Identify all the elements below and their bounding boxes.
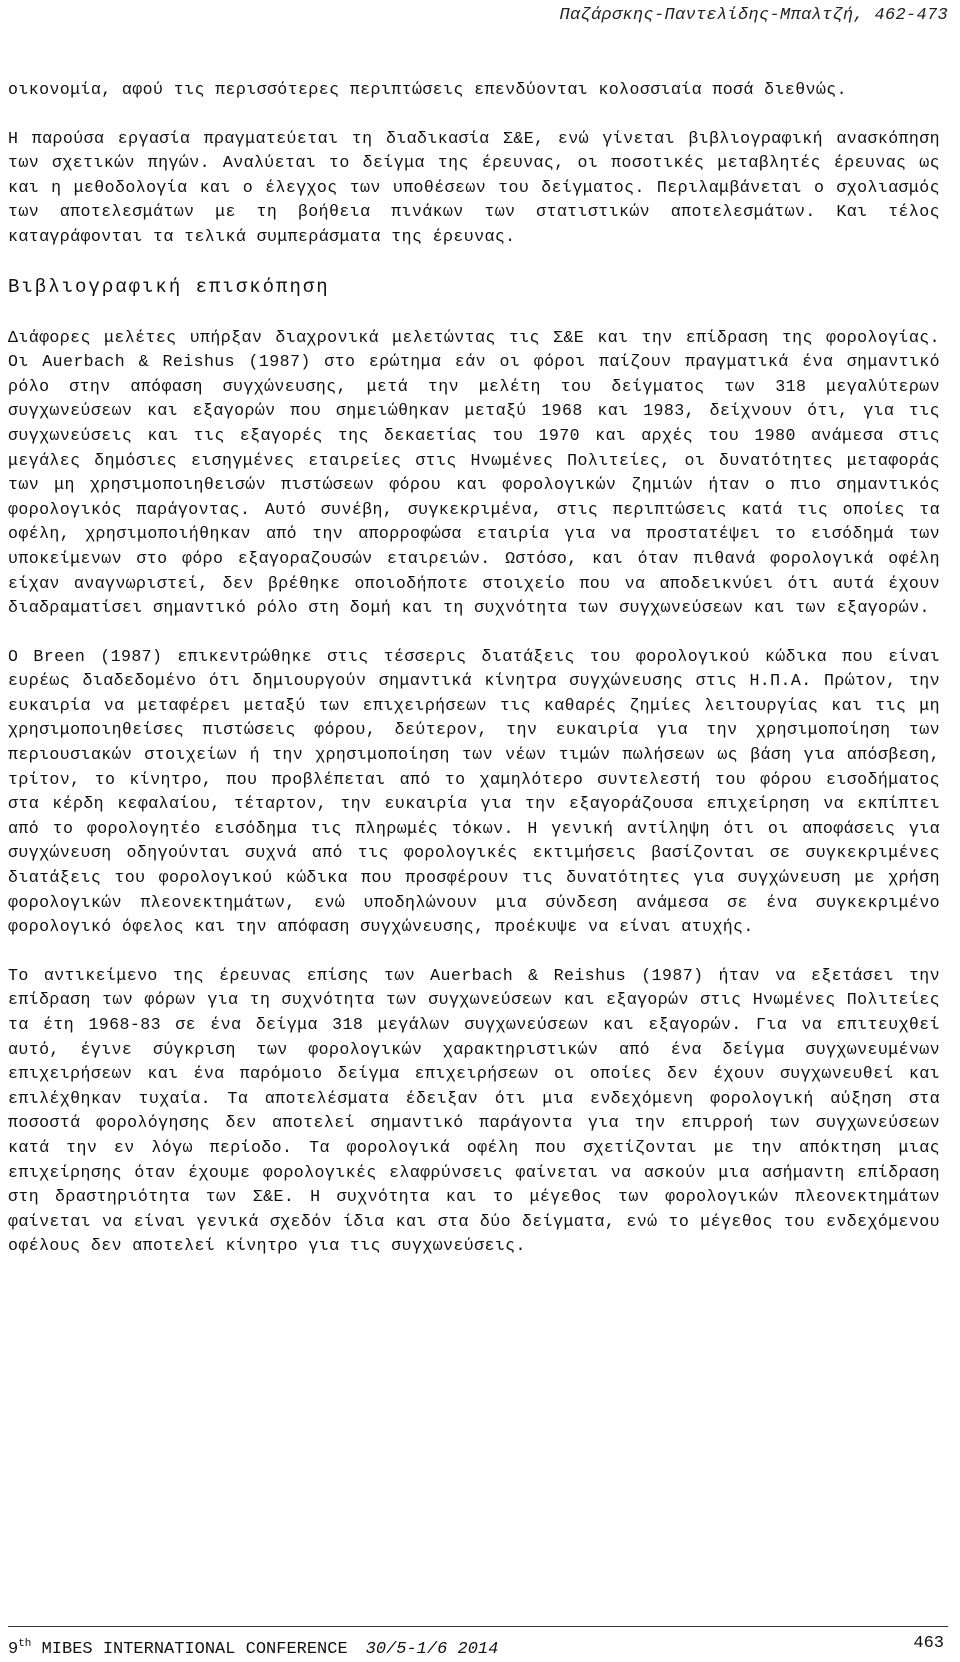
intro-paragraph-2: Η παρούσα εργασία πραγματεύεται τη διαδικασία Σ&Ε, ενώ γίνεται βιβλιογραφική ανασκόπηση των σχετικών πηγών. Αναλύεται το δείγμα της έρευνας, οι ποσοτικές μεταβλητές έρευνας ως και η μεθοδολογία και ο έλεγχος των υποθέσεων του δείγματος. Περιλαμβάνεται ο σχολιασμός των αποτελεσμάτων με τη βοήθεια πινάκων των στατιστικών αποτελεσμάτων. Και τέλος καταγράφονται τα τελικά συμπεράσματα της έρευνας. [8,128,940,246]
conference-name: MIBES INTERNATIONAL CONFERENCE [41,1640,348,1659]
section-paragraph-2: Ο Breen (1987) επικεντρώθηκε στις τέσσερις διατάξεις του φορολογικού κώδικα που είναι ευρέως διαδεδομένο ότι δημιουργούν σημαντικά κίνητρα συγχώνευσης στις Η.Π.Α. Πρώτον, την ευκαιρία να μεταφέρει μεταξύ των επιχειρήσεων τις καθαρές ζημίες λειτουργίας και τις μη χρησιμοποιηθείσες πιστώσεις φόρου, δεύτερον, την ευκαιρία για την χρησιμοποίηση των περιουσιακών στοιχείων ή την χρησιμοποίηση των νέων τιμών πωλήσεων ως βάση για απόσβεση, τρίτον, το κίνητρο, που προβλέπεται από το χαμηλότερο συντελεστή του φόρου εισοδήματος στα κέρδη κεφαλαίου, τέταρτον, την ευκαιρία για την εξαγοράζουσα επιχείρηση να εκπίπτει από το φορολογητέο εισόδημα τις πληρωμές τόκων. Η γενική αντίληψη ότι οι αποφάσεις για συγχώνευση οδηγούνται συχνά από τις φορολογικές εκτιμήσεις βασίζονται σε συγκεκριμένες διατάξεις του φορολογικού κώδικα που προσφέρουν τις δυνατότητες για συγχώνευση με χρήση φορολογικών πλεονεκτημάτων, ενώ υποδηλώνουν μια σύνδεση ανάμεσα σε ένα συγκεκριμένο φορολογικό όφελος και την απόφαση συγχώνευσης, προέκυψε να είναι ατυχής. [8,646,940,937]
intro-paragraph-1: οικονομία, αφού τις περισσότερες περιπτώσεις επενδύονται κολοσσιαία ποσά διεθνώς. [8,80,847,99]
page-footer [8,1626,948,1657]
footer-conference [8,1633,498,1661]
section-paragraph-1: Διάφορες μελέτες υπήρξαν διαχρονικά μελετώντας τις Σ&Ε και την επίδραση της φορολογίας. Οι Auerbach & Reishus (1987) στο ερώτημα εάν οι φόροι παίζουν πραγματικά ένα σημαντικό ρόλο στην απόφαση συγχώνευσης, μετά την μελέτη του δείγματος των 318 μεγαλύτερων συγχωνεύσεων και εξαγορών που σημειώθηκαν μεταξύ 1968 και 1983, δείχνουν ότι, για τις συγχωνεύσεις και τις εξαγορές της δεκαετίας του 1970 και αρχές του 1980 ανάμεσα στις μεγάλες δημόσιες εισηγμένες εταιρείες στις Ηνωμένες Πολιτείες, οι δυνατότητες μεταφοράς των μη χρησιμοποιηθεισών πιστώσεων φόρου και φορολογικών ζημιών ήταν ο πιο σημαντικός φορολογικός παράγοντας. Αυτό συνέβη, συγκεκριμένα, στις περιπτώσεις κατά τις οποίες τα οφέλη, χρησιμοποιήθηκαν από την απορροφώσα εταιρία για να προστατέψει το εισόδημά των υποκείμενων στο φόρο εξαγοραζουσών εταιρειών. Ωστόσο, και όταν πιθανά φορολογικά οφέλη είχαν αναγνωριστεί, δεν βρέθηκε οποιοδήποτε στοιχείο που να αποδεικνύει ότι αυτά έχουν διαδραματίσει σημαντικό ρόλο στη δομή και τη συχνότητα των συγχωνεύσεων και των εξαγορών. [8,327,940,618]
edition-number: 9 [8,1640,19,1659]
page-number: 463 [913,1634,944,1653]
running-head: Παζάρσκης-Παντελίδης-Μπαλτζή, 462-473 [559,6,948,25]
document-page [8,0,948,1662]
section-heading: Βιβλιογραφική επισκόπηση [8,275,330,298]
edition-suffix: th [18,1638,32,1650]
section-paragraph-3: Το αντικείμενο της έρευνας επίσης των Auerbach & Reishus (1987) ήταν να εξετάσει την επίδραση των φόρων για τη συχνότητα των συγχωνεύσεων και εξαγορών στις Ηνωμένες Πολιτείες τα έτη 1968-83 σε ένα δείγμα 318 μεγάλων συγχωνεύσεων και εξαγορών. Για να επιτευχθεί αυτό, έγινε σύγκριση των φορολογικών χαρακτηριστικών από ένα δείγμα συγχωνευμένων επιχειρήσεων και ένα παρόμοιο δείγμα επιχειρήσεων οι οποίες δεν έχουν συγχωνευθεί και επιλέχθηκαν τυχαία. Τα αποτελέσματα έδειξαν ότι μια ενδεχόμενη φορολογική αύξηση στα ποσοστά φορολόγησης δεν αποτελεί σημαντικό παράγοντα για την επιρροή των συγχωνεύσεων κατά την εν λόγω περίοδο. Τα φορολογικά οφέλη που σχετίζονται με την απόκτηση μιας επιχείρησης όταν έχουμε φορολογικές ελαφρύνσεις φαίνεται να ασκούν μια ασήμαντη επίδραση στη δραστηριότητα των Σ&Ε. Η συχνότητα και το μέγεθος των φορολογικών πλεονεκτημάτων φαίνεται να είναι γενικά σχεδόν ίδια και στα δύο δείγματα, ενώ το μέγεθος του ενδεχόμενου οφέλους δεν αποτελεί κίνητρο για τις συγχωνεύσεις. [8,965,940,1256]
conference-dates: 30/5-1/6 2014 [365,1640,499,1659]
body-text [8,78,940,1283]
